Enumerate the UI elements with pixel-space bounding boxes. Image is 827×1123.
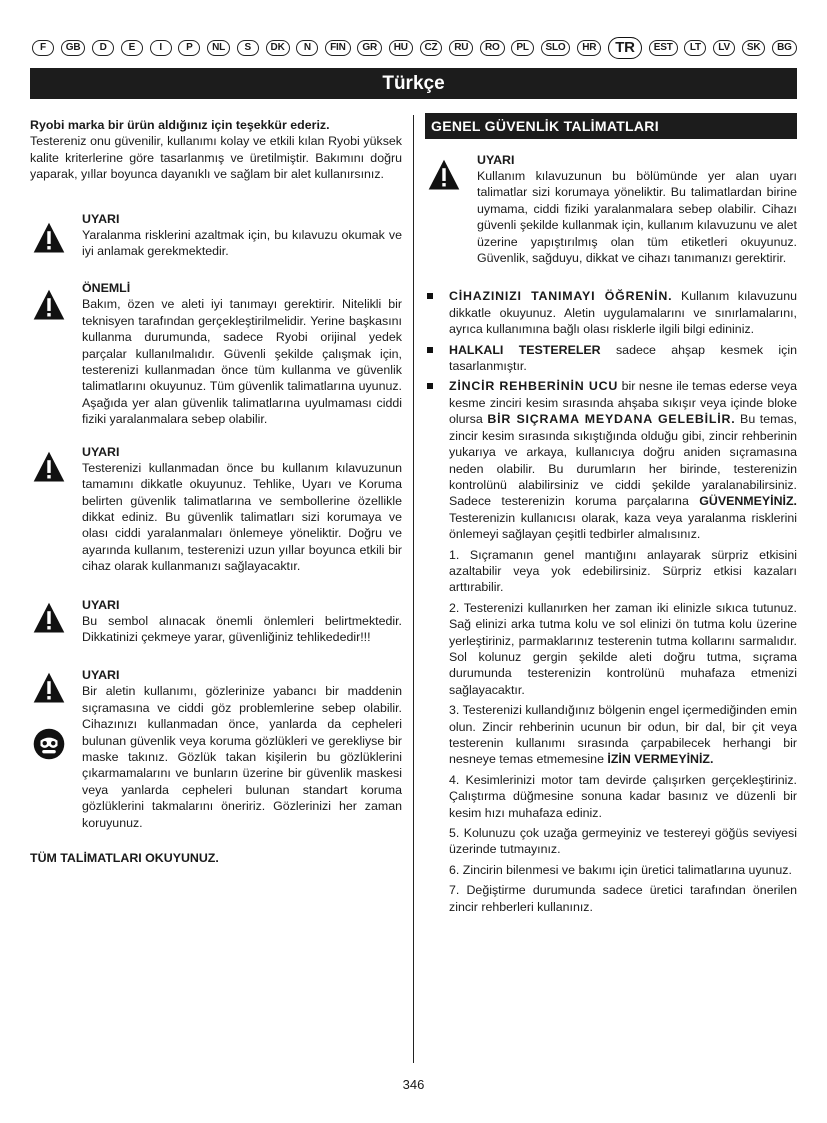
page-title-text: Türkçe xyxy=(382,72,445,94)
section-header xyxy=(425,113,797,139)
bullet-text: sadece ahşap kesmek için tasarlanmıştır. xyxy=(449,342,797,374)
language-tab-bg[interactable]: BG xyxy=(772,40,797,56)
bullet-square-icon xyxy=(427,293,433,299)
language-tab-est[interactable]: EST xyxy=(649,40,678,56)
language-tab-fin[interactable]: FIN xyxy=(325,40,351,56)
language-tab-lt[interactable]: LT xyxy=(684,40,706,56)
bullet-bold: BİR SIÇRAMA MEYDANA GELEBİLİR. xyxy=(487,412,736,427)
bullet-text: Testerenizin kullanıcısı olarak, kaza veya yaralanma risklerini önlemeyi sağlayan çeşitli tedbirler almalısınız. xyxy=(449,510,797,542)
numbered-item-7: 7. Değiştirme durumunda sadece üretici tarafından önerilen zincir rehberleri kullanınız. xyxy=(449,883,797,914)
left-column xyxy=(30,117,402,865)
language-tab-tr[interactable]: TR xyxy=(608,37,642,59)
language-tab-gr[interactable]: GR xyxy=(357,40,382,56)
bullet-know-device xyxy=(425,288,797,337)
language-tab-p[interactable]: P xyxy=(178,40,200,56)
bullet-bold: ZİNCİR REHBERİNİN UCU xyxy=(449,379,619,394)
bullet-text: Bu temas, zincir kesim sırasında sıkıştığında olduğu gibi, zincir rehberinin yukarıya ve arkaya, kullanıcıya doğru aniden sıçramasına neden olabilir. Bu durumların her birinde, testerenizin kontrolünü alabilirsiniz ve ciddi şekilde yaralanabilirsiniz. Sadece testerenizin koruma parçalarına xyxy=(449,412,797,509)
thanks-block xyxy=(30,117,402,183)
important-text: Bakım, özen ve aleti iyi tanımayı gerektirir. Nitelikli bir teknisyen tarafından gerçekleştirilmelidir. Yerine başkasını kullanma durumunda, sadece Ryobi orijinal yedek parçalar kullanılmalıdır. Güvenli şekilde çalışmak için, testerenizi kullanmadan önce tüm kullanma ve güvenlik talimatlarını okuyunuz. Tüm güvenlik talimatlarına uyunuz. Aşağıda yer alan güvenlik talimatlarına uyulmaması ciddi fiziki yaralanmalara sebep olabilir. xyxy=(82,297,402,427)
numbered-item-3 xyxy=(449,702,797,768)
bullet-square-icon xyxy=(427,383,433,389)
language-tab-gb[interactable]: GB xyxy=(61,40,86,56)
bullet-kickback xyxy=(425,378,797,542)
numbered-item-4: 4. Kesimlerinizi motor tam devirde çalışırken gerçekleştiriniz. Çalıştırma düğmesine sonuna kadar basınız ve düzenli bir kesim hızı muhafaza ediniz. xyxy=(449,772,797,820)
thanks-title: Ryobi marka bir ürün aldığınız için teşekkür ederiz. xyxy=(30,118,330,132)
warning-triangle-icon xyxy=(32,671,66,705)
read-all-instructions: TÜM TALİMATLARI OKUYUNUZ. xyxy=(30,851,219,865)
bullet-square-icon xyxy=(427,347,433,353)
bullet-bold: CİHAZINIZI TANIMAYI ÖĞRENİN. xyxy=(449,289,673,304)
language-tab-dk[interactable]: DK xyxy=(266,40,290,56)
thanks-text: Testereniz onu güvenilir, kullanımı kolay ve etkili kılan Ryobi yüksek kalite kriterlerine göre tasarlanmış ve üretilmiştir. Bakımını doğru yaparak, yıllar boyunca dayanıklı ve sağlam bir alet kullanırsınız. xyxy=(30,134,402,182)
page-number: 346 xyxy=(402,1077,425,1092)
warning-triangle-icon xyxy=(32,288,66,322)
general-warning xyxy=(425,152,797,266)
bullet-text: bir nesne ile temas ederse veya kesme zinciri kesim sırasında ahşaba sıkışır veya içinde bloke olursa xyxy=(449,379,797,427)
language-tab-n[interactable]: N xyxy=(296,40,318,56)
bullet-bold: GÜVENMEYİNİZ. xyxy=(699,494,797,509)
numbered-list xyxy=(425,547,797,916)
language-tab-sk[interactable]: SK xyxy=(742,40,766,56)
numbered-item-2: 2. Testerenizi kullanırken her zaman iki elinizle sıkıca tutunuz. Sağ elinizi arka tutma kolu ve sol elinizi ön tutma kolu üzerine yerleştiriniz, parmaklarınız testerenin tutma kollarını sarmalıdır. Sol kolunuz gergin şekilde aleti doğru tutma, sıçrama durumunda testerenizin kontrolünü muhafaza etmenizi sağlayacaktır. xyxy=(449,600,797,697)
warning-triangle-icon xyxy=(32,450,66,484)
warning-triangle-icon xyxy=(32,601,66,635)
warning-triangle-icon xyxy=(32,221,66,255)
warning-text: Yaralanma risklerini azaltmak için, bu kılavuzu okumak ve iyi anlamak gerekmektedir. xyxy=(82,227,402,259)
numbered-item-3-bold: İZİN VERMEYİNİZ. xyxy=(607,752,714,767)
warning-label: UYARI xyxy=(82,444,120,459)
language-tab-slo[interactable]: SLO xyxy=(541,40,571,56)
language-tab-ro[interactable]: RO xyxy=(480,40,505,56)
language-tab-hu[interactable]: HU xyxy=(389,40,413,56)
warning-label: UYARI xyxy=(82,597,120,612)
warning-eye-protection xyxy=(30,667,402,831)
warning-text: Testerenizi kullanmadan önce bu kullanım kılavuzunun tamamını dikkatle okuyunuz. Tehlike, Uyarı ve Koruma belirten güvenlik talimatlarına ve sembollerine özellikle dikkat ediniz. Bu güvenlik talimatları sizi korumaya ve olası ciddi yaralanmaları önlemeye yöneliktir. Doğru ve ayarında kullanım, testerenizi uzun yıllar boyunca etkili bir cihaz olarak kullanmanızı sağlayacaktır. xyxy=(82,460,402,574)
bullet-ring-saws xyxy=(425,342,797,375)
important-label: ÖNEMLİ xyxy=(82,281,131,296)
language-tab-hr[interactable]: HR xyxy=(577,40,601,56)
warning-label: UYARI xyxy=(82,668,120,683)
warning-text: Kullanım kılavuzunun bu bölümünde yer alan uyarı talimatlar sizi korumaya yöneliktir. Bu talimatlardan birine uymama, ciddi fiziki yaralanmalara sebep olabilir. Cihazı güvenli şekilde kullanmak için, kullanım kılavuzunu ve alet üzerine yapıştırılmış olan tüm etiketleri okuyunuz. Güvenlik, sağduyu, dikkat ve cihazı tanımanızı gerektirir. xyxy=(477,169,797,266)
language-tab-lv[interactable]: LV xyxy=(713,40,735,56)
column-divider xyxy=(413,115,414,1063)
eye-protection-icon xyxy=(32,727,66,761)
important-maintenance xyxy=(30,280,402,427)
right-column xyxy=(425,113,797,915)
page-title xyxy=(30,68,797,99)
bullet-text: Kullanım kılavuzunu dikkatle okuyunuz. Aletin uygulamalarını ve sınırlamalarını, ayrıca kullanımına bağlı olası risklerle ilgili bilgi edininiz. xyxy=(449,289,797,337)
language-tab-cz[interactable]: CZ xyxy=(420,40,443,56)
numbered-item-5: 5. Kolunuzu çok uzağa germeyiniz ve testereyi göğüs seviyesi üzerinde tutmayınız. xyxy=(449,826,797,857)
language-tab-s[interactable]: S xyxy=(237,40,259,56)
warning-text: Bir aletin kullanımı, gözlerinize yabancı bir maddenin sıçramasına ve ciddi göz problemlerine sebep olabilir. Cihazınızı kullanmadan önce, yanlarda da cepheleri bulunan güvenlik veya koruma gözlükleri ve gerekliyse bir maske takınız. Gözlük takan kişilerin bu gözlüklerini çıkarmamalarını ve bunların üzerine bir güvenlik maskesi veya yanlarda cepheleri bulunan standart koruma gözlüklerini takmalarını öneririz. Gözlerinizi her zaman koruyunuz. xyxy=(82,684,402,830)
warning-symbol-meaning xyxy=(30,597,402,646)
warning-read-before-use xyxy=(30,444,402,575)
warning-label: UYARI xyxy=(477,153,515,167)
language-tab-nl[interactable]: NL xyxy=(207,40,230,56)
section-title: GENEL GÜVENLİK TALİMATLARI xyxy=(431,118,659,134)
warning-text: Bu sembol alınacak önemli önlemleri belirtmektedir. Dikkatinizi çekmeye yarar, güvenliğiniz tehlikededir!!! xyxy=(82,613,402,644)
bullet-bold: HALKALI TESTERELER xyxy=(449,342,601,357)
numbered-item-3-text: 3. Testerenizi kullandığınız bölgenin engel içermediğinden emin olun. Zincir rehberinin ucunun bir odun, bir dal, bir çit veya testerenin kullanımı sırasında çarpabilecek herhangi bir nesneye temas etmemesine xyxy=(449,703,797,767)
language-tab-e[interactable]: E xyxy=(121,40,143,56)
numbered-item-1: 1. Sıçramanın genel mantığını anlayarak sürpriz etkisini azaltabilir veya yok edebilirsiniz. Sürpriz etkisi kazaları arttırabilir. xyxy=(449,547,797,595)
warning-read-manual xyxy=(30,211,402,260)
language-tab-pl[interactable]: PL xyxy=(511,40,533,56)
language-tab-f[interactable]: F xyxy=(32,40,54,56)
language-tab-i[interactable]: I xyxy=(150,40,172,56)
warning-label: UYARI xyxy=(82,211,120,226)
language-tab-d[interactable]: D xyxy=(92,40,114,56)
language-tab-ru[interactable]: RU xyxy=(449,40,473,56)
warning-triangle-icon xyxy=(427,158,461,192)
numbered-item-6: 6. Zincirin bilenmesi ve bakımı için üretici talimatlarına uyunuz. xyxy=(449,862,792,877)
language-bar xyxy=(32,38,797,58)
